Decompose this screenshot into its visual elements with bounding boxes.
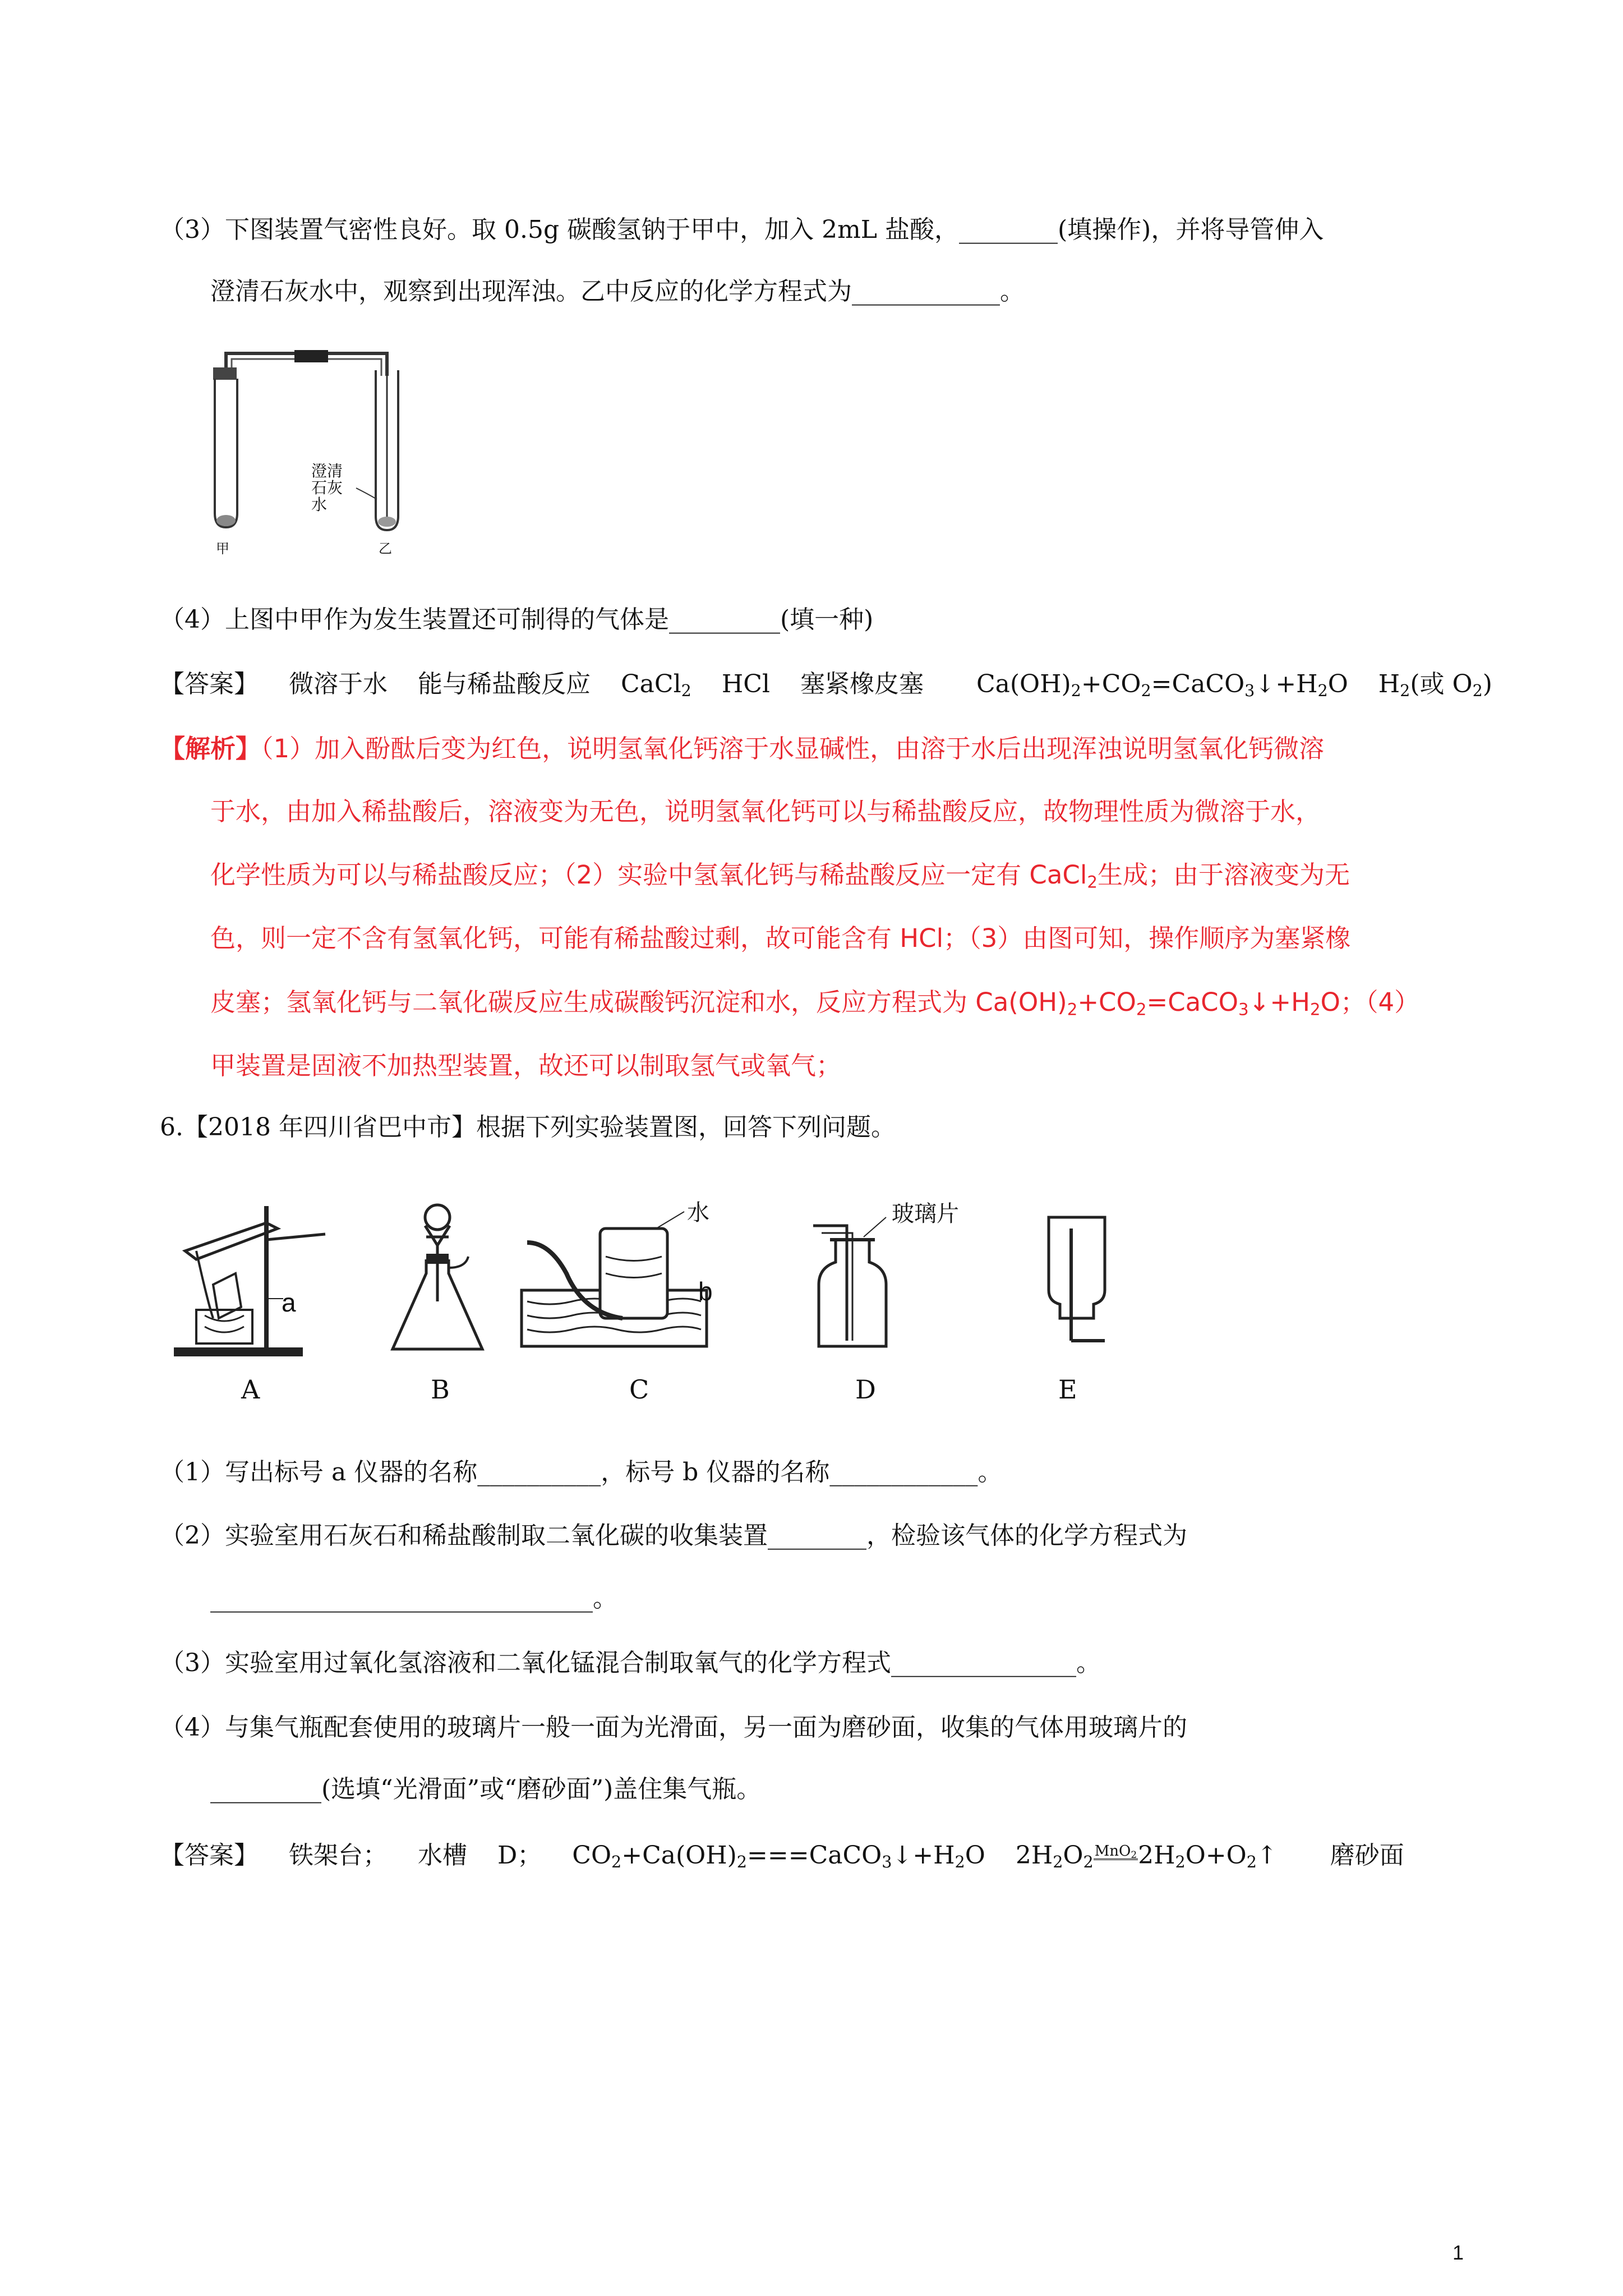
label-b: b [698, 1277, 713, 1306]
q6-answer: 【答案】 铁架台； 水槽 D； $CO_2+Ca(OH)_2===CaCO_3↓+H_2O$ $2H_2O_2MnO_22H_2O+O_2↑$ 磨砂面 [160, 1841, 1404, 1872]
q5-p3-line1: （3）下图装置气密性良好。取 0.5g 碳酸氢钠于甲中，加入 2mL 盐酸，________(填操作)，并将导管伸入 [160, 215, 1324, 244]
q5-analysis-line3: 化学性质为可以与稀盐酸反应；（2）实验中氢氧化钙与稀盐酸反应一定有 CaCl$_2$生成；由于溶液变为无 [210, 860, 1350, 892]
q6-p3: （3）实验室用过氧化氢溶液和二氧化锰混合制取氧气的化学方程式_______________。 [160, 1649, 1101, 1677]
apparatus-label-E: E [1058, 1374, 1077, 1405]
q5-analysis-line2: 于水，由加入稀盐酸后，溶液变为无色，说明氢氧化钙可以与稀盐酸反应，故物理性质为微溶于水， [210, 797, 1321, 826]
q6-title: 6.【2018 年四川省巴中市】根据下列实验装置图，回答下列问题。 [160, 1113, 896, 1142]
label-a: a [282, 1288, 296, 1317]
apparatus-label-B: B [431, 1374, 450, 1405]
q6-p2-line2: _______________________________。 [210, 1584, 617, 1613]
catalyst-mno2: MnO$_2$ [1094, 1843, 1137, 1861]
q5-label-yi: 乙 [379, 541, 392, 556]
q5-analysis-line4: 色，则一定不含有氢氧化钙，可能有稀盐酸过剩，故可能含有 HCl；（3）由图可知，操作顺序为塞紧橡 [210, 923, 1351, 953]
q6-p4-line2: _________(选填“光滑面”或“磨砂面”)盖住集气瓶。 [210, 1775, 762, 1803]
q6-p2-line1: （2）实验室用石灰石和稀盐酸制取二氧化碳的收集装置________，检验该气体的化学方程式为 [160, 1521, 1187, 1550]
q5-analysis-line6: 甲装置是固液不加热型装置，故还可以制取氢气或氧气； [210, 1051, 842, 1080]
label-glass: 玻璃片 [892, 1201, 959, 1227]
label-water: 水 [687, 1200, 709, 1226]
q5-analysis-line5: 皮塞；氢氧化钙与二氧化碳反应生成碳酸钙沉淀和水，反应方程式为 $Ca(OH)_2+CO_2=CaCO_3↓+H_2O$；（4） [210, 987, 1420, 1019]
q6-p4-line1: （4）与集气瓶配套使用的玻璃片一般一面为光滑面，另一面为磨砂面，收集的气体用玻璃片的 [160, 1713, 1187, 1742]
q5-analysis-line1: 【解析】（1）加入酚酞后变为红色，说明氢氧化钙溶于水显碱性，由溶于水后出现浑浊说明氢氧化钙微溶 [160, 734, 1325, 763]
q5-p4: （4）上图中甲作为发生装置还可制得的气体是_________(填一种) [160, 605, 874, 634]
page-number: 1 [1453, 2241, 1464, 2264]
q6-apparatus-figure [157, 1189, 1110, 1425]
q5-apparatus-figure [193, 325, 429, 561]
apparatus-label-D: D [855, 1374, 876, 1405]
q5-answer: 【答案】 微溶于水 能与稀盐酸反应 CaCl$_2$ HCl 塞紧橡皮塞 $Ca(OH)_2+CO_2=CaCO_3↓+H_2O$ $H_2$(或 $O_2$) [160, 670, 1492, 701]
q5-label-jia: 甲 [216, 541, 229, 556]
q6-p1: （1）写出标号 a 仪器的名称__________，标号 b 仪器的名称____________。 [160, 1458, 1003, 1487]
q5-label-limewater: 澄清石灰水 [311, 462, 343, 514]
apparatus-label-A: A [241, 1374, 260, 1405]
q5-p3-line2: 澄清石灰水中，观察到出现浑浊。乙中反应的化学方程式为____________。 [210, 277, 1025, 306]
apparatus-label-C: C [629, 1374, 649, 1405]
